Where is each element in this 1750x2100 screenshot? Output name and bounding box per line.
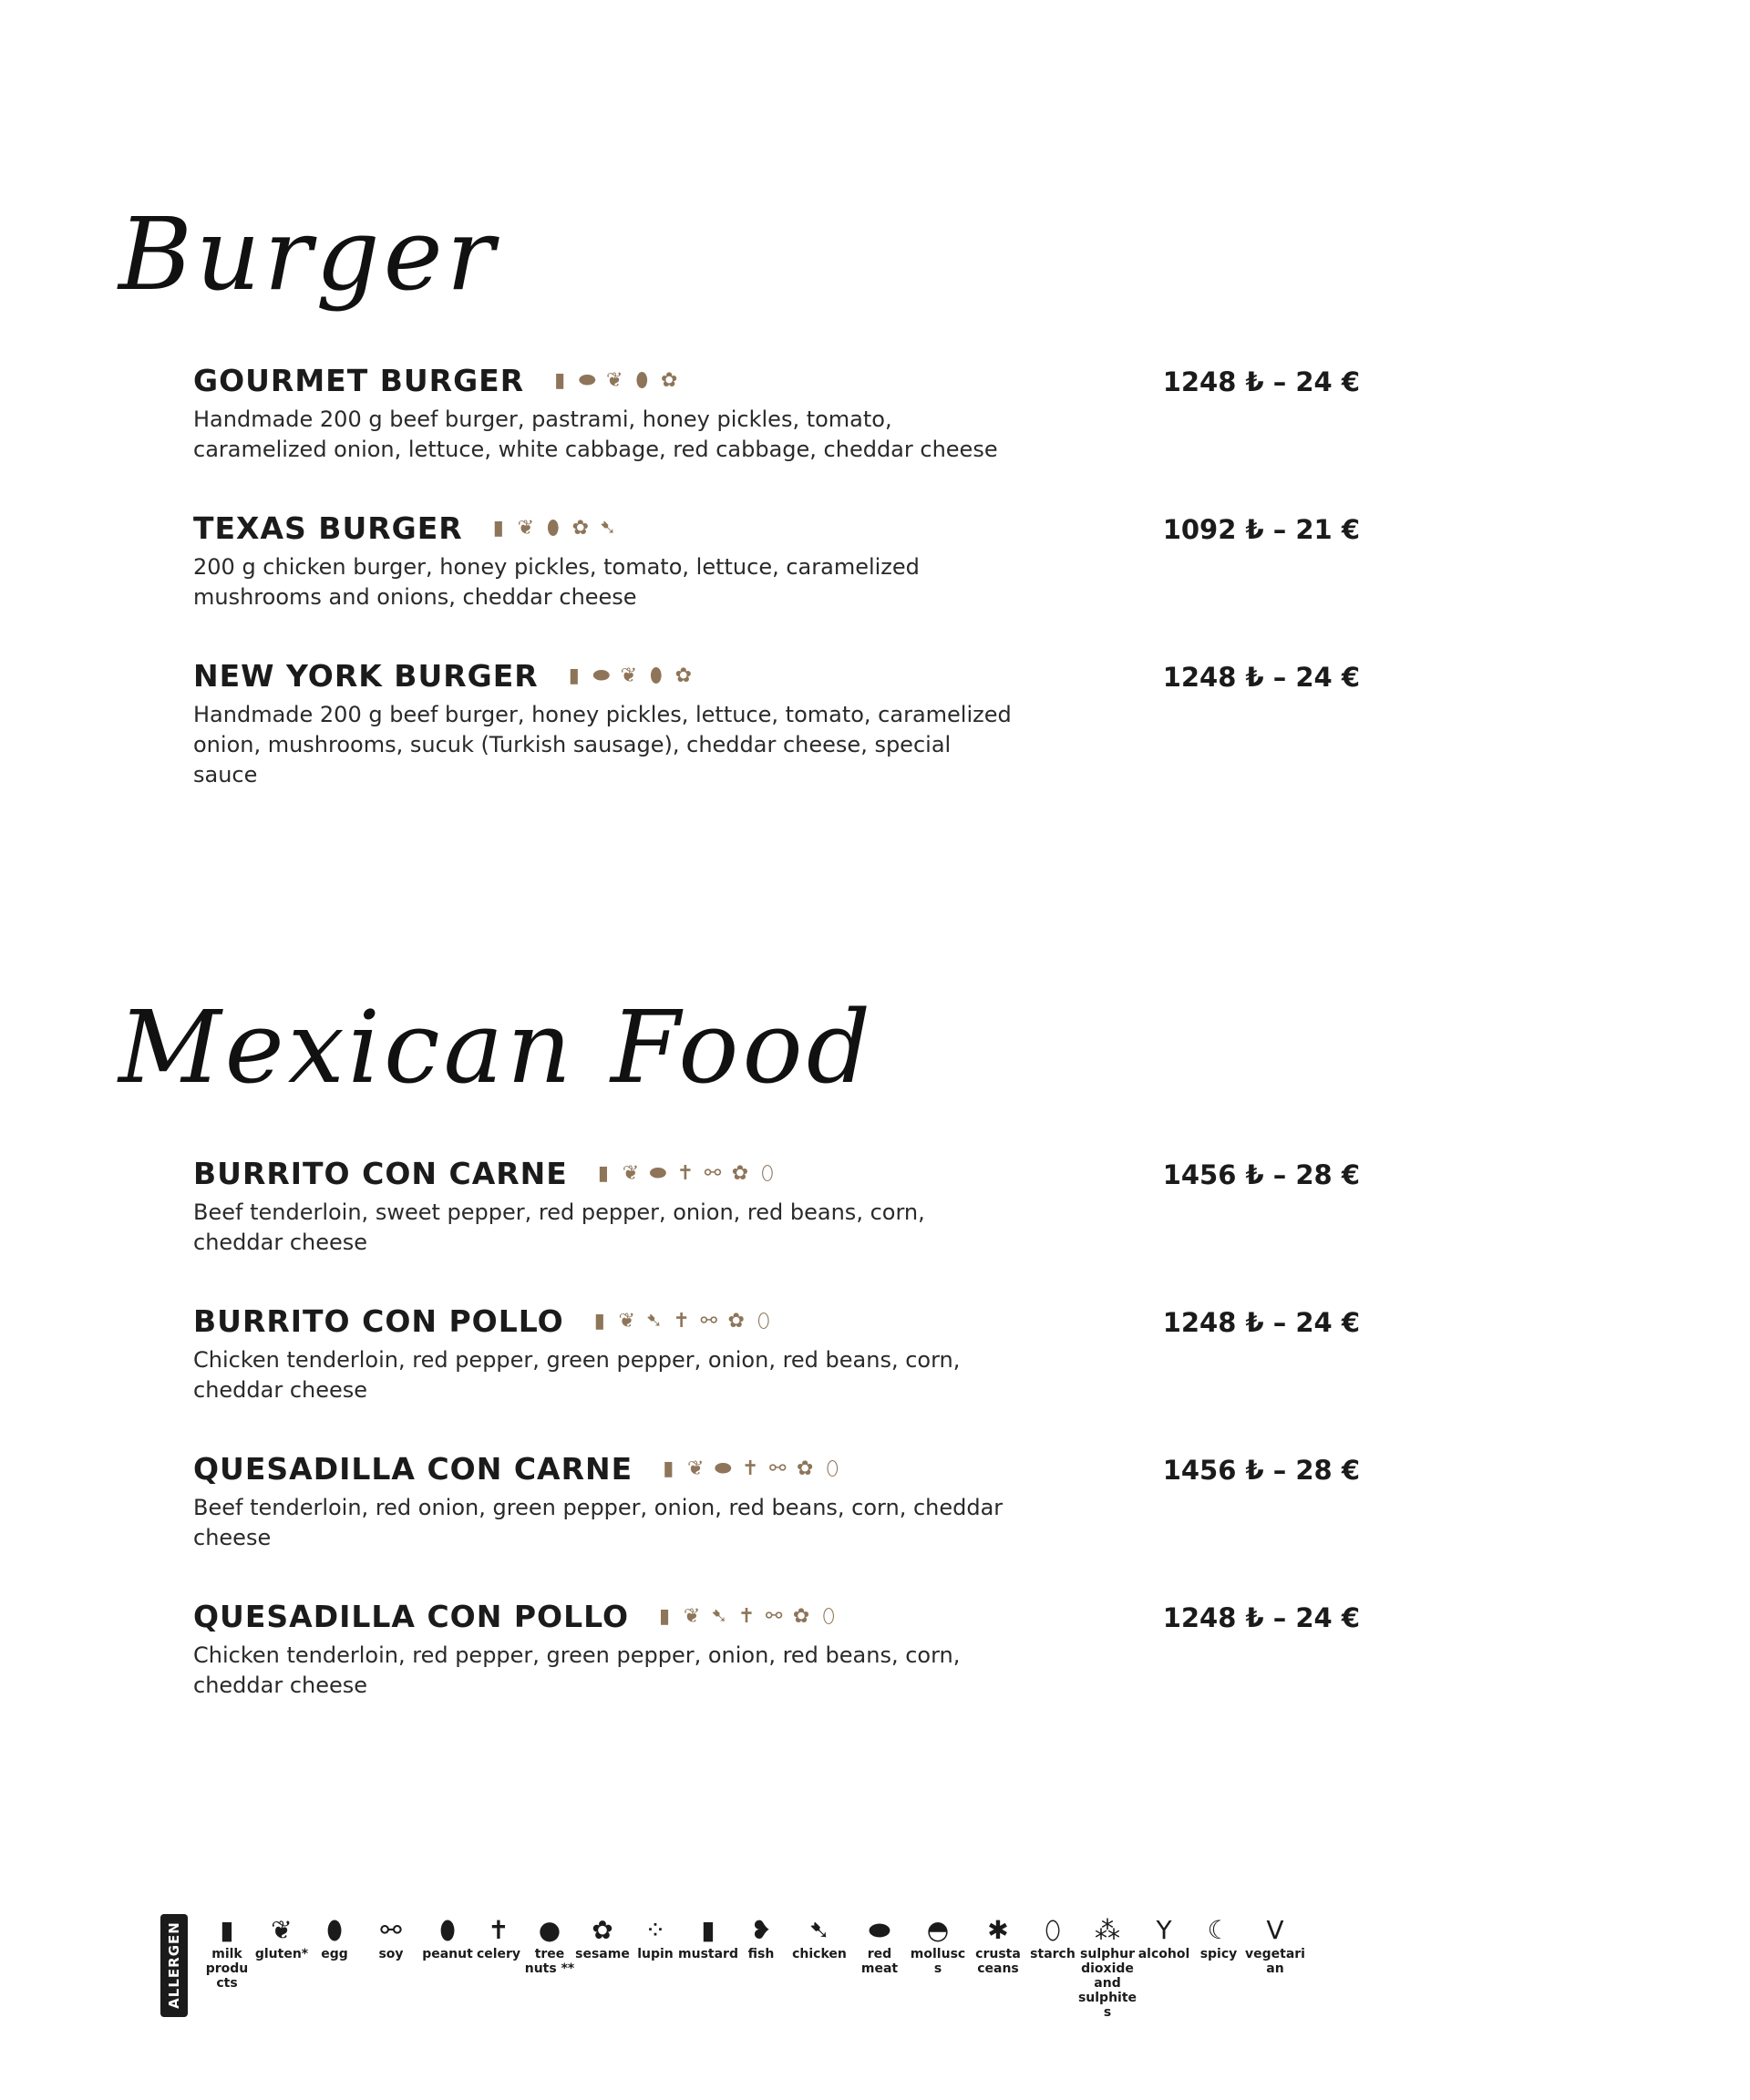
sesame-icon: ✿ (661, 368, 678, 392)
milk-icon: ▮ (593, 1309, 605, 1333)
legend-item (1245, 1914, 1305, 1976)
sesame-icon: ✿ (731, 1161, 749, 1185)
legend-label: fish (747, 1947, 775, 1961)
gluten-icon: ❦ (517, 516, 535, 540)
legend-label: red meat (860, 1947, 899, 1976)
egg-icon: ⬮ (649, 664, 663, 687)
legend-item (789, 1914, 849, 1961)
item-description: 200 g chicken burger, honey pickles, tomato, lettuce, caramelized mushrooms and onions, cheddar cheese (193, 554, 920, 610)
legend-label: molluscs (910, 1947, 966, 1976)
menu-item (193, 1303, 1378, 1405)
spicy-icon: ☾ (1207, 1915, 1230, 1945)
item-price: 1248 ₺ – 24 € (1162, 1307, 1360, 1338)
item-description: Chicken tenderloin, red pepper, green pepper, onion, red beans, corn, cheddar cheese (193, 1642, 961, 1698)
legend-item (678, 1914, 738, 1961)
legend-label: celery (476, 1947, 521, 1961)
legend-item (361, 1914, 421, 1961)
legend-label: crusta ceans (975, 1947, 1021, 1976)
item-price: 1456 ₺ – 28 € (1162, 1159, 1360, 1190)
gluten-icon: ❦ (606, 368, 623, 392)
vegetarian-icon: V (1266, 1915, 1284, 1945)
legend-label: lupin (637, 1947, 674, 1961)
egg-icon: ⬮ (635, 368, 649, 392)
legend-label: spicy (1199, 1947, 1238, 1961)
allergen-icons (654, 1605, 845, 1629)
legend-label: tree nuts ** (524, 1947, 575, 1976)
celery-icon: ✝ (742, 1457, 759, 1480)
red-meat-icon: ⬬ (714, 1457, 732, 1480)
soy-icon: ⚯ (700, 1309, 717, 1333)
item-name: GOURMET BURGER (193, 363, 525, 398)
gluten-icon: ❦ (622, 1161, 640, 1185)
menu-item (193, 363, 1378, 465)
fish-icon: ❥ (750, 1915, 772, 1945)
sesame-icon: ✿ (797, 1457, 814, 1480)
legend-item (304, 1914, 365, 1961)
menu-item (193, 658, 1378, 790)
item-name: BURRITO CON POLLO (193, 1303, 564, 1339)
legend-label: mustard (678, 1947, 738, 1961)
starch-icon: ⬯ (822, 1604, 836, 1628)
sesame-icon: ✿ (571, 516, 590, 540)
starch-icon: ⬯ (1045, 1915, 1061, 1945)
celery-icon: ✝ (676, 1161, 695, 1185)
allergen-icons (488, 517, 624, 540)
milk-icon: ▮ (663, 1457, 674, 1480)
item-price: 1456 ₺ – 28 € (1162, 1455, 1360, 1486)
allergen-icons (657, 1457, 849, 1481)
sesame-icon: ✿ (792, 1604, 810, 1628)
legend-label: peanut (422, 1947, 473, 1961)
legend-label: sulphur dioxide and sulphites (1077, 1947, 1138, 2020)
celery-icon: ✝ (673, 1309, 690, 1333)
red-meat-icon: ⬬ (649, 1161, 667, 1185)
legend-item (1134, 1914, 1194, 1961)
sesame-icon: ✿ (674, 664, 693, 687)
legend-label: egg (321, 1947, 348, 1961)
milk-icon: ▮ (492, 516, 504, 540)
starch-icon: ⬯ (760, 1161, 774, 1185)
legend-item (1077, 1914, 1138, 2020)
menu-item (193, 1156, 1378, 1258)
menu-item (193, 1599, 1378, 1701)
item-name: TEXAS BURGER (193, 510, 463, 546)
legend-item (1189, 1914, 1249, 1961)
menu-item (193, 1451, 1378, 1553)
gluten-icon: ❦ (618, 1309, 635, 1333)
legend-label: chicken (792, 1947, 847, 1961)
crustaceans-icon: ✱ (987, 1915, 1009, 1945)
item-price: 1248 ₺ – 24 € (1162, 1602, 1360, 1633)
legend-label: soy (378, 1947, 404, 1961)
gluten-icon: ❦ (683, 1604, 701, 1628)
soy-icon: ⚯ (765, 1604, 783, 1628)
legend-label: vegetarian (1245, 1947, 1305, 1976)
sulphur-icon: ⁂ (1095, 1915, 1120, 1945)
allergen-tag (160, 1914, 188, 2017)
item-price: 1092 ₺ – 21 € (1162, 514, 1360, 545)
allergen-icons (589, 1310, 780, 1333)
egg-icon: ⬮ (546, 516, 560, 540)
legend-item (572, 1914, 633, 1961)
milk-icon: ▮ (554, 368, 566, 392)
gluten-icon: ❦ (687, 1457, 705, 1480)
legend-label: starch (1030, 1947, 1076, 1961)
item-price: 1248 ₺ – 24 € (1162, 366, 1360, 397)
gluten-icon: ❦ (271, 1915, 293, 1945)
chicken-icon: ➷ (808, 1915, 830, 1945)
alcohol-icon: Y (1156, 1915, 1172, 1945)
soy-icon: ⚯ (704, 1161, 722, 1185)
starch-icon: ⬯ (757, 1309, 770, 1333)
item-description: Handmade 200 g beef burger, pastrami, honey pickles, tomato, caramelized onion, lettuce, white cabbage, red cabbage, cheddar cheese (193, 407, 998, 462)
legend-label: sesame (575, 1947, 630, 1961)
legend-item (197, 1914, 257, 1991)
allergen-icons (549, 369, 685, 393)
milk-icon: ▮ (597, 1161, 609, 1185)
red-meat-icon: ⬬ (869, 1915, 890, 1945)
allergen-tag-label: ALLERGEN (166, 1921, 182, 2009)
milk-icon: ▮ (220, 1915, 234, 1945)
egg-icon: ⬮ (326, 1915, 343, 1945)
chicken-icon: ➷ (710, 1604, 728, 1628)
legend-item (625, 1914, 685, 1961)
legend-item (1023, 1914, 1083, 1961)
item-description: Chicken tenderloin, red pepper, green pepper, onion, red beans, corn, cheddar cheese (193, 1347, 961, 1403)
mustard-icon: ▮ (701, 1915, 715, 1945)
milk-icon: ▮ (659, 1604, 671, 1628)
legend-item (968, 1914, 1028, 1976)
sesame-icon: ✿ (727, 1309, 745, 1333)
legend-label: milk produ cts (205, 1947, 249, 1991)
allergen-legend (160, 1914, 1436, 2033)
peanut-icon: ⬮ (439, 1915, 456, 1945)
chicken-icon: ➷ (645, 1309, 663, 1333)
soy-icon: ⚯ (769, 1457, 787, 1480)
milk-icon: ▮ (568, 664, 580, 687)
item-description: Beef tenderloin, sweet pepper, red pepper, onion, red beans, corn, cheddar cheese (193, 1199, 925, 1255)
item-name: NEW YORK BURGER (193, 658, 539, 694)
item-description: Beef tenderloin, red onion, green pepper, onion, red beans, corn, cheddar cheese (193, 1495, 1004, 1550)
allergen-icons (592, 1162, 784, 1186)
lupin-icon: ⁘ (644, 1915, 666, 1945)
sesame-icon: ✿ (592, 1915, 613, 1945)
legend-label: alcohol (1138, 1947, 1190, 1961)
legend-item (849, 1914, 910, 1976)
legend-item (731, 1914, 791, 1961)
soy-icon: ⚯ (380, 1915, 402, 1945)
red-meat-icon: ⬬ (592, 664, 611, 687)
celery-icon: ✝ (737, 1604, 756, 1628)
item-description: Handmade 200 g beef burger, honey pickles, lettuce, tomato, caramelized onion, mushrooms, sucuk (Turkish sausage), cheddar cheese, special sauce (193, 702, 1012, 788)
section-title-burger: Burger (118, 196, 499, 313)
menu-item (193, 510, 1378, 612)
allergen-icons (563, 664, 700, 688)
tree-nuts-icon: ● (538, 1915, 561, 1945)
item-name: QUESADILLA CON CARNE (193, 1451, 633, 1487)
legend-item (520, 1914, 580, 1976)
celery-icon: ✝ (488, 1915, 510, 1945)
legend-item (252, 1914, 312, 1961)
item-name: BURRITO CON CARNE (193, 1156, 568, 1191)
legend-item (908, 1914, 968, 1976)
legend-label: gluten* (254, 1947, 309, 1961)
section-title-mexican-food: Mexican Food (118, 989, 875, 1106)
chicken-icon: ➷ (599, 516, 617, 540)
molluscs-icon: ◓ (926, 1915, 950, 1945)
red-meat-icon: ⬬ (578, 368, 596, 392)
starch-icon: ⬯ (826, 1457, 839, 1480)
gluten-icon: ❦ (620, 664, 638, 687)
item-price: 1248 ₺ – 24 € (1162, 662, 1360, 693)
item-name: QUESADILLA CON POLLO (193, 1599, 630, 1634)
